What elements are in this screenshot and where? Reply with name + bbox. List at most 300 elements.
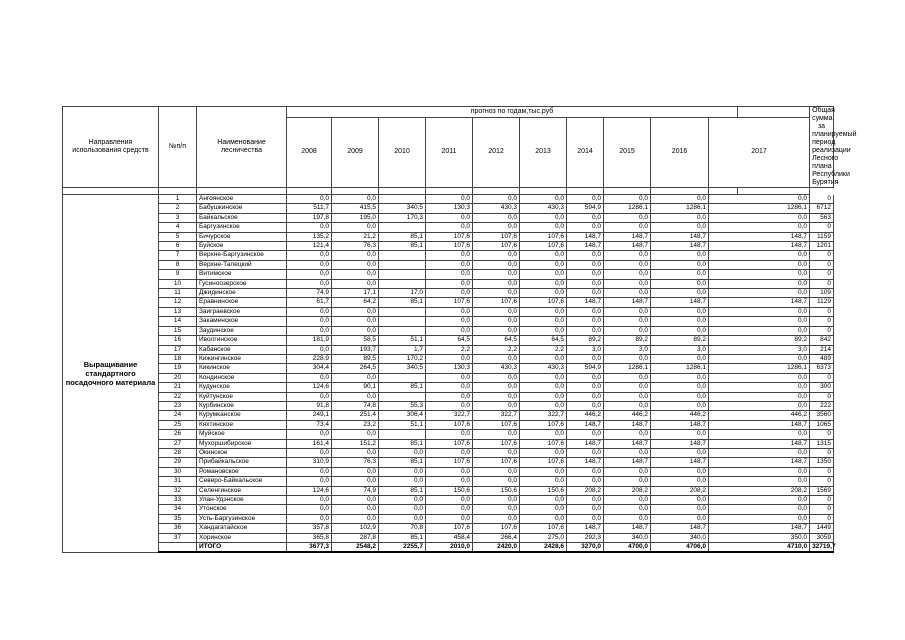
value-cell: 0,0 [709, 448, 810, 457]
row-total-cell: 0 [810, 514, 834, 523]
value-cell: 0,0 [473, 251, 520, 260]
forestry-name: Иволгинское [197, 336, 287, 345]
value-cell: 0,0 [426, 383, 473, 392]
row-total-cell: 300 [810, 383, 834, 392]
row-number: 36 [159, 524, 197, 533]
value-cell: 0,0 [604, 505, 651, 514]
value-cell: 17,0 [379, 289, 426, 298]
value-cell: 322,7 [473, 411, 520, 420]
value-cell: 306,4 [379, 411, 426, 420]
table-row [63, 251, 834, 260]
table-row [63, 373, 834, 382]
value-cell: 0,0 [287, 514, 332, 523]
total-value-cell: 4700,0 [604, 543, 651, 553]
value-cell: 3,0 [604, 345, 651, 354]
value-cell: 0,0 [473, 448, 520, 457]
value-cell: 0,0 [651, 195, 709, 204]
value-cell: 266,4 [473, 533, 520, 542]
row-total-cell: 3059 [810, 533, 834, 542]
value-cell: 0,0 [332, 307, 379, 316]
header-year: 2016 [651, 117, 709, 187]
value-cell: 124,6 [287, 486, 332, 495]
row-total-cell: 6373 [810, 364, 834, 373]
value-cell: 0,0 [604, 354, 651, 363]
value-cell: 0,0 [287, 326, 332, 335]
value-cell: 0,0 [651, 326, 709, 335]
forestry-name: Кудунское [197, 383, 287, 392]
value-cell: 0,0 [651, 505, 709, 514]
value-cell: 0,0 [604, 260, 651, 269]
value-cell: 0,0 [426, 279, 473, 288]
value-cell: 249,1 [287, 411, 332, 420]
value-cell: 0,0 [651, 260, 709, 269]
value-cell: 0,0 [604, 401, 651, 410]
value-cell: 91,8 [287, 401, 332, 410]
row-total-cell: 0 [810, 270, 834, 279]
value-cell: 148,7 [651, 439, 709, 448]
value-cell: 0,0 [473, 496, 520, 505]
value-cell: 0,0 [426, 392, 473, 401]
table-row [63, 383, 834, 392]
row-number: 11 [159, 289, 197, 298]
header-year: 2015 [604, 117, 651, 187]
table-row [63, 458, 834, 467]
row-total-cell: 1129 [810, 298, 834, 307]
value-cell: 0,0 [287, 345, 332, 354]
value-cell: 0,0 [651, 251, 709, 260]
value-cell: 0,0 [567, 496, 604, 505]
value-cell: 0,0 [604, 289, 651, 298]
table-row [63, 336, 834, 345]
table-row [63, 326, 834, 335]
value-cell: 0,0 [651, 270, 709, 279]
value-cell: 430,3 [473, 364, 520, 373]
value-cell: 2,2 [426, 345, 473, 354]
table-row [63, 467, 834, 476]
value-cell: 0,0 [332, 392, 379, 401]
value-cell: 3,0 [567, 345, 604, 354]
value-cell: 23,2 [332, 420, 379, 429]
forestry-name: Прибайкальское [197, 458, 287, 467]
row-total-cell: 1569 [810, 486, 834, 495]
value-cell: 148,7 [604, 298, 651, 307]
table-row [63, 364, 834, 373]
table-row [63, 345, 834, 354]
value-cell: 130,3 [426, 364, 473, 373]
value-cell: 89,2 [604, 336, 651, 345]
value-cell: 340,0 [651, 533, 709, 542]
value-cell: 148,7 [709, 458, 810, 467]
value-cell: 0,0 [709, 195, 810, 204]
row-total-cell: 6712 [810, 204, 834, 213]
value-cell: 148,7 [567, 524, 604, 533]
forestry-name: Усть-Баргузинское [197, 514, 287, 523]
row-total-cell: 0 [810, 195, 834, 204]
forestry-name: Романовское [197, 467, 287, 476]
value-cell: 148,7 [604, 524, 651, 533]
table-row [63, 279, 834, 288]
value-cell: 0,0 [709, 496, 810, 505]
value-cell: 0,0 [473, 289, 520, 298]
header-year: 2010 [379, 117, 426, 187]
value-cell: 594,9 [567, 364, 604, 373]
value-cell: 0,0 [473, 213, 520, 222]
value-cell: 0,0 [473, 223, 520, 232]
value-cell: 107,6 [520, 524, 567, 533]
value-cell: 3,0 [651, 345, 709, 354]
value-cell: 0,0 [709, 514, 810, 523]
value-cell: 151,2 [332, 439, 379, 448]
value-cell: 0,0 [567, 213, 604, 222]
value-cell: 0,0 [651, 514, 709, 523]
value-cell: 0,0 [473, 279, 520, 288]
value-cell: 208,2 [651, 486, 709, 495]
value-cell: 304,4 [287, 364, 332, 373]
value-cell: 0,0 [332, 251, 379, 260]
value-cell: 85,1 [379, 458, 426, 467]
value-cell: 0,0 [520, 430, 567, 439]
total-value-cell: 2010,0 [426, 543, 473, 553]
row-total-cell: 3560 [810, 411, 834, 420]
value-cell: 0,0 [379, 514, 426, 523]
value-cell: 0,0 [287, 496, 332, 505]
value-cell: 0,0 [473, 326, 520, 335]
value-cell: 0,0 [567, 289, 604, 298]
forestry-name: Верхне-Талецкий [197, 260, 287, 269]
row-total-cell: 0 [810, 223, 834, 232]
value-cell: 310,9 [287, 458, 332, 467]
total-label: ИТОГО [197, 543, 287, 553]
row-total-cell: 842 [810, 336, 834, 345]
row-number: 22 [159, 392, 197, 401]
value-cell: 21,2 [332, 232, 379, 241]
value-cell: 0,0 [604, 270, 651, 279]
value-cell: 107,6 [520, 232, 567, 241]
value-cell: 0,0 [567, 279, 604, 288]
forestry-name: Кяхтинское [197, 420, 287, 429]
value-cell: 150,6 [520, 486, 567, 495]
header-name: Наименование лесничества [197, 107, 287, 188]
value-cell: 0,0 [379, 467, 426, 476]
value-cell: 2,2 [520, 345, 567, 354]
value-cell: 0,0 [709, 307, 810, 316]
value-cell: 130,3 [426, 204, 473, 213]
value-cell: 340,0 [604, 533, 651, 542]
value-cell: 0,0 [709, 260, 810, 269]
value-cell: 76,3 [332, 458, 379, 467]
value-cell: 0,0 [520, 279, 567, 288]
row-number: 18 [159, 354, 197, 363]
value-cell: 76,3 [332, 242, 379, 251]
header-year: 2009 [332, 117, 379, 187]
table-body [63, 195, 834, 553]
value-cell: 0,0 [379, 496, 426, 505]
value-cell: 0,0 [567, 477, 604, 486]
table-row [63, 514, 834, 523]
value-cell: 0,0 [426, 448, 473, 457]
forestry-name: Верхне-Баргузинское [197, 251, 287, 260]
row-total-cell: 0 [810, 430, 834, 439]
forestry-name: Ангоянское [197, 195, 287, 204]
row-number: 24 [159, 411, 197, 420]
row-total-cell: 1159 [810, 232, 834, 241]
row-number: 1 [159, 195, 197, 204]
row-total-cell: 0 [810, 317, 834, 326]
value-cell: 107,6 [520, 439, 567, 448]
value-cell: 0,0 [473, 430, 520, 439]
row-number: 34 [159, 505, 197, 514]
value-cell: 0,0 [709, 392, 810, 401]
value-cell: 64,2 [332, 298, 379, 307]
value-cell: 0,0 [426, 467, 473, 476]
value-cell: 0,0 [379, 505, 426, 514]
value-cell: 150,6 [426, 486, 473, 495]
value-cell: 0,0 [473, 383, 520, 392]
value-cell: 0,0 [604, 477, 651, 486]
value-cell: 0,0 [426, 401, 473, 410]
value-cell: 0,0 [567, 195, 604, 204]
table-row [63, 448, 834, 457]
forestry-name: Кондинское [197, 373, 287, 382]
value-cell: 2,2 [473, 345, 520, 354]
total-row [63, 543, 834, 553]
value-cell: 107,6 [426, 458, 473, 467]
value-cell: 415,5 [332, 204, 379, 213]
value-cell: 0,0 [426, 496, 473, 505]
value-cell: 0,0 [287, 195, 332, 204]
forestry-name: Кабанское [197, 345, 287, 354]
forestry-name: Кижингинское [197, 354, 287, 363]
table-row [63, 439, 834, 448]
row-total-cell: 0 [810, 477, 834, 486]
row-total-cell: 0 [810, 279, 834, 288]
value-cell: 0,0 [426, 307, 473, 316]
value-cell: 148,7 [567, 232, 604, 241]
value-cell: 1286,1 [604, 364, 651, 373]
forestry-name: Заиграевское [197, 307, 287, 316]
value-cell: 170,2 [379, 354, 426, 363]
value-cell: 0,0 [604, 430, 651, 439]
row-total-cell: 1315 [810, 439, 834, 448]
value-cell: 17,1 [332, 289, 379, 298]
value-cell [379, 392, 426, 401]
value-cell: 107,6 [473, 439, 520, 448]
value-cell: 0,0 [473, 505, 520, 514]
value-cell: 135,2 [287, 232, 332, 241]
value-cell: 0,0 [520, 514, 567, 523]
table-row [63, 505, 834, 514]
total-value-cell: 2420,0 [473, 543, 520, 553]
value-cell: 0,0 [379, 448, 426, 457]
value-cell: 350,0 [709, 533, 810, 542]
value-cell: 0,0 [651, 430, 709, 439]
value-cell: 61,7 [287, 298, 332, 307]
value-cell: 107,6 [473, 524, 520, 533]
total-value-cell: 4710,0 [709, 543, 810, 553]
value-cell: 0,0 [604, 251, 651, 260]
value-cell: 195,0 [332, 213, 379, 222]
value-cell: 89,2 [567, 336, 604, 345]
value-cell: 0,0 [332, 467, 379, 476]
value-cell: 148,7 [651, 232, 709, 241]
row-number: 32 [159, 486, 197, 495]
value-cell: 0,0 [426, 354, 473, 363]
value-cell: 287,8 [332, 533, 379, 542]
value-cell: 0,0 [567, 373, 604, 382]
value-cell: 89,5 [332, 354, 379, 363]
forestry-name: Северо-Байкальское [197, 477, 287, 486]
value-cell: 0,0 [709, 467, 810, 476]
value-cell: 0,0 [332, 448, 379, 457]
table-row [63, 430, 834, 439]
value-cell: 0,0 [604, 195, 651, 204]
value-cell: 511,7 [287, 204, 332, 213]
value-cell: 107,6 [520, 420, 567, 429]
table-row [63, 477, 834, 486]
total-value-cell: 3270,0 [567, 543, 604, 553]
value-cell: 148,7 [651, 458, 709, 467]
row-number: 8 [159, 260, 197, 269]
value-cell: 0,0 [604, 448, 651, 457]
total-value-cell: 2255,7 [379, 543, 426, 553]
value-cell: 74,9 [287, 289, 332, 298]
value-cell: 0,0 [520, 505, 567, 514]
row-total-cell: 214 [810, 345, 834, 354]
row-number: 31 [159, 477, 197, 486]
row-total-cell: 0 [810, 260, 834, 269]
value-cell: 0,0 [332, 195, 379, 204]
value-cell: 594,9 [567, 204, 604, 213]
value-cell: 0,0 [709, 430, 810, 439]
value-cell: 0,0 [567, 270, 604, 279]
value-cell: 0,0 [567, 401, 604, 410]
row-total-cell: 563 [810, 213, 834, 222]
forest-plan-table-sheet [62, 106, 857, 553]
value-cell: 107,6 [520, 298, 567, 307]
value-cell [379, 270, 426, 279]
forestry-name: Курбинское [197, 401, 287, 410]
value-cell: 458,4 [426, 533, 473, 542]
value-cell: 85,1 [379, 533, 426, 542]
value-cell: 51,1 [379, 336, 426, 345]
value-cell: 148,7 [567, 298, 604, 307]
value-cell: 0,0 [567, 392, 604, 401]
value-cell: 85,1 [379, 242, 426, 251]
value-cell: 148,7 [709, 524, 810, 533]
value-cell: 148,7 [709, 420, 810, 429]
forestry-name: Окинское [197, 448, 287, 457]
row-number: 20 [159, 373, 197, 382]
value-cell: 64,5 [473, 336, 520, 345]
header-spacer [738, 107, 810, 118]
value-cell: 0,0 [651, 477, 709, 486]
value-cell: 0,0 [332, 279, 379, 288]
value-cell: 85,1 [379, 486, 426, 495]
value-cell: 0,0 [520, 223, 567, 232]
value-cell: 0,0 [651, 213, 709, 222]
value-cell: 1286,1 [651, 204, 709, 213]
value-cell: 0,0 [332, 260, 379, 269]
row-total-cell: 1065 [810, 420, 834, 429]
value-cell: 228,9 [287, 354, 332, 363]
value-cell: 0,0 [709, 213, 810, 222]
value-cell: 0,0 [651, 279, 709, 288]
row-number: 35 [159, 514, 197, 523]
value-cell: 64,5 [520, 336, 567, 345]
table-row [63, 401, 834, 410]
value-cell: 0,0 [567, 354, 604, 363]
table-row [63, 204, 834, 213]
value-cell [379, 260, 426, 269]
row-number: 23 [159, 401, 197, 410]
value-cell: 0,0 [651, 448, 709, 457]
value-cell: 0,0 [473, 514, 520, 523]
total-value-cell: 2548,2 [332, 543, 379, 553]
value-cell: 0,0 [604, 307, 651, 316]
value-cell: 0,0 [709, 251, 810, 260]
header-direction: Направления использования средств [63, 107, 159, 188]
table-row [63, 270, 834, 279]
table-row [63, 420, 834, 429]
table-row [63, 496, 834, 505]
value-cell: 148,7 [709, 298, 810, 307]
value-cell: 0,0 [287, 279, 332, 288]
header-year: 2012 [473, 117, 520, 187]
value-cell: 0,0 [567, 514, 604, 523]
row-number: 28 [159, 448, 197, 457]
row-total-cell: 1201 [810, 242, 834, 251]
value-cell: 208,2 [604, 486, 651, 495]
value-cell: 148,7 [604, 242, 651, 251]
value-cell: 0,0 [604, 373, 651, 382]
value-cell: 0,0 [520, 260, 567, 269]
value-cell [379, 195, 426, 204]
forestry-name: Заудинское [197, 326, 287, 335]
forestry-name: Байкальское [197, 213, 287, 222]
value-cell: 1286,1 [709, 364, 810, 373]
value-cell: 107,6 [473, 232, 520, 241]
table-row [63, 354, 834, 363]
value-cell: 0,0 [567, 430, 604, 439]
value-cell: 0,0 [567, 251, 604, 260]
value-cell: 0,0 [473, 195, 520, 204]
value-cell: 148,7 [651, 242, 709, 251]
row-number: 29 [159, 458, 197, 467]
row-number: 27 [159, 439, 197, 448]
table-row [63, 411, 834, 420]
value-cell: 0,0 [709, 477, 810, 486]
value-cell: 446,2 [604, 411, 651, 420]
value-cell: 0,0 [604, 514, 651, 523]
row-number: 4 [159, 223, 197, 232]
row-total-cell: 489 [810, 354, 834, 363]
value-cell: 0,0 [332, 477, 379, 486]
table-row [63, 213, 834, 222]
value-cell: 161,4 [287, 439, 332, 448]
value-cell: 0,0 [287, 392, 332, 401]
row-number: 9 [159, 270, 197, 279]
header-number: №п/п [159, 107, 197, 188]
value-cell: 0,0 [332, 505, 379, 514]
value-cell: 0,0 [332, 514, 379, 523]
value-cell: 181,9 [287, 336, 332, 345]
value-cell: 0,0 [287, 307, 332, 316]
table-row [63, 223, 834, 232]
row-number: 2 [159, 204, 197, 213]
value-cell: 148,7 [651, 298, 709, 307]
value-cell: 0,0 [709, 317, 810, 326]
value-cell: 0,0 [651, 467, 709, 476]
